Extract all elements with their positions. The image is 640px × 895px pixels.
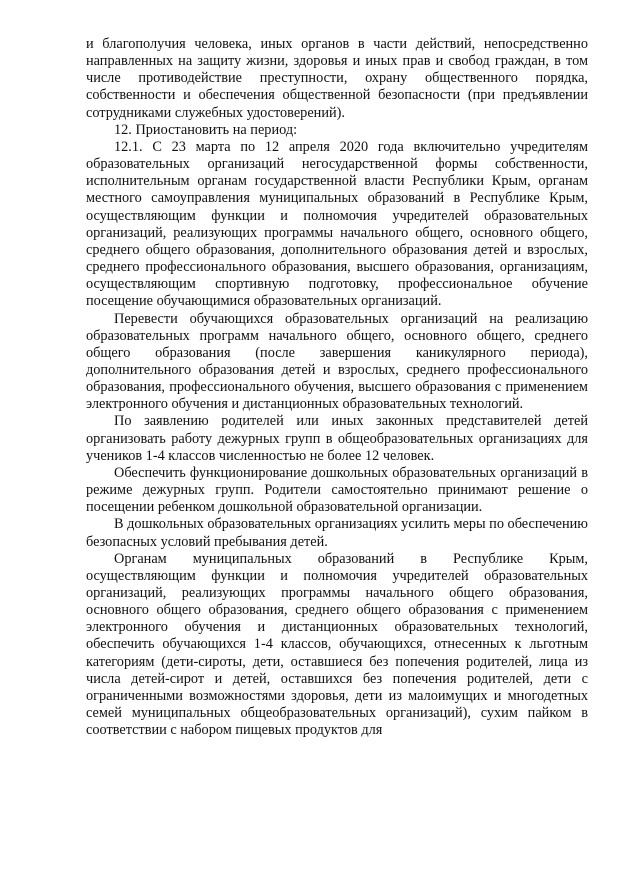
document-page [86, 36, 588, 739]
paragraph-duty-groups: По заявлению родителей или иных законных представителей детей организовать работу дежурных групп в общеобразовательных организациях для учеников 1-4 классов численностью не более 12 человек. [86, 413, 588, 464]
paragraph-clause-12: 12. Приостановить на период: [114, 121, 298, 138]
paragraph-preschool-duty: Обеспечить функционирование дошкольных образовательных организаций в режиме дежурных групп. Родители самостоятельно принимают решение о посещении ребенком дошкольной образовательной организации. [86, 464, 588, 516]
paragraph-continuation: и благополучия человека, иных органов в части действий, непосредственно направленных на защиту жизни, здоровья и иных прав и свобод граждан, в том числе противодействие преступности, охрану общественного порядка, собственности и обеспечения общественной безопасности (при предъявлении сотрудниками служебных удостоверений). [86, 36, 588, 121]
paragraph-transfer-students: Перевести обучающихся образовательных организаций на реализацию образовательных программ начального общего, основного общего, среднего общего образования (после завершения каникулярного периода), дополнительного образования детей и взрослых, среднего профессионального образования, профессионального обучения, высшего образования с применением электронного обучения и дистанционных образовательных технологий. [86, 310, 588, 413]
paragraph-municipal-rations: Органам муниципальных образований в Республике Крым, осуществляющим функции и полномочия учредителей образовательных организаций, реализующих программы начального общего образования, основного общего образования, среднего общего образования с применением электронного обучения и дистанционных образовательных технологий, обеспечить обучающихся 1-4 классов, обучающихся, отнесенных к льготным категориям (дети-сироты, дети, оставшиеся без попечения родителей, лица из числа детей-сирот и детей, оставшихся без попечения родителей, дети с ограниченными возможностями здоровья, дети из малоимущих и многодетных семей муниципальных общеобразовательных организаций), сухим пайком в соответствии с набором пищевых продуктов для [86, 550, 588, 739]
paragraph-preschool-safety: В дошкольных образовательных организациях усилить меры по обеспечению безопасных условий пребывания детей. [86, 516, 588, 550]
paragraph-clause-12-1: 12.1. С 23 марта по 12 апреля 2020 года включительно учредителям образовательных организаций негосударственной формы собственности, исполнительным органам государственной власти Республики Крым, органам местного самоуправления муниципальных образований в Республике Крым, осуществляющим функции и полномочия учредителей образовательных организаций, реализующих программы начального общего, основного общего, среднего общего образования, дополнительного образования детей и взрослых, среднего профессионального образования, высшего образования, организациям, осуществляющим спортивную подготовку, профессиональное обучение посещение обучающимися образовательных организаций. [86, 138, 588, 310]
